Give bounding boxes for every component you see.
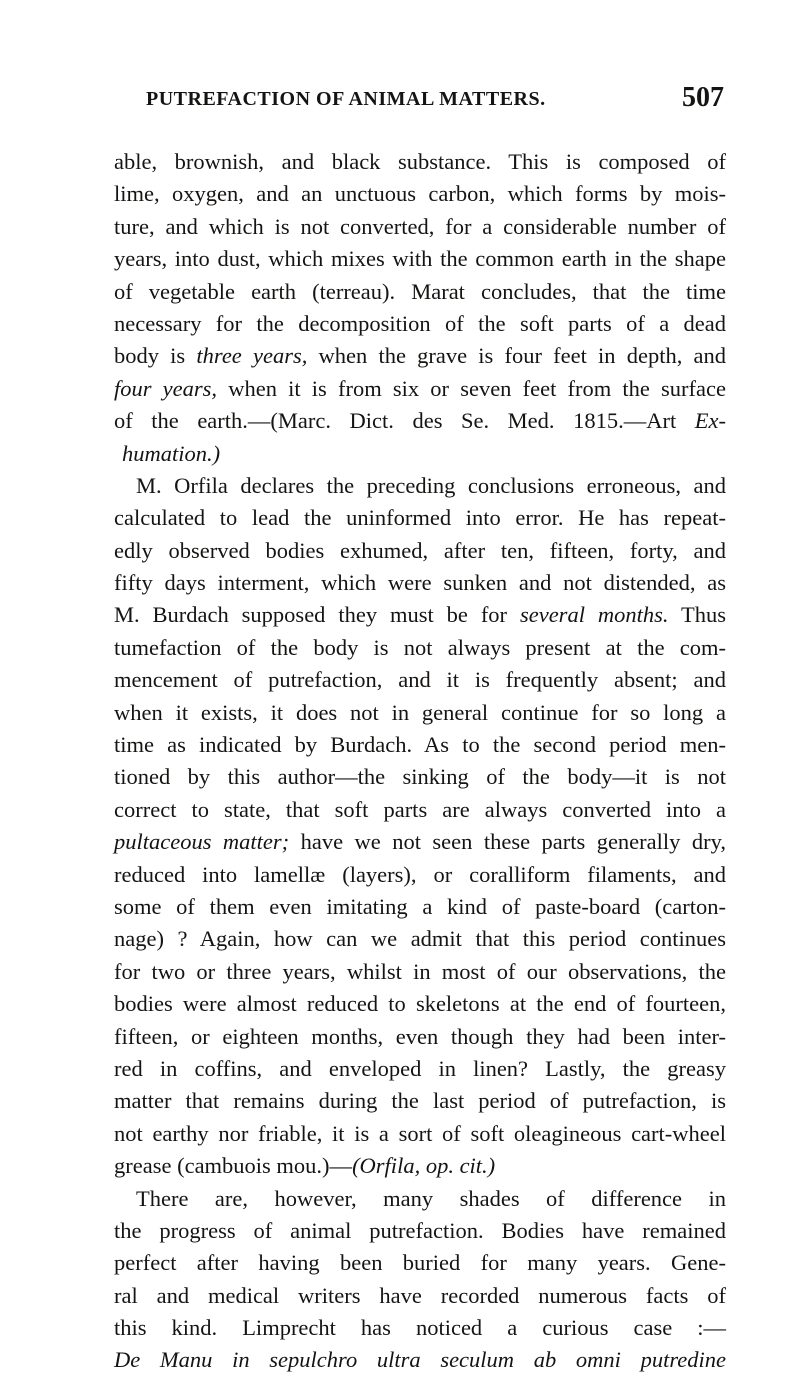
text-line (114, 599, 726, 631)
text-line (114, 373, 726, 405)
text-segment: not earthy nor friable, it is a sort of soft oleagineous cart-wheel (114, 1120, 726, 1146)
text-line (114, 956, 726, 988)
text-segment: fifty days interment, which were sunken and not distended, as (114, 570, 726, 596)
text-line (114, 276, 726, 308)
text-segment: reduced into lamellæ (layers), or coralliform filaments, and (114, 861, 726, 887)
text-line (114, 567, 726, 599)
text-line (114, 308, 726, 340)
text-segment: mencement of putrefaction, and it is frequently absent; and (114, 667, 726, 693)
text-line (114, 470, 726, 502)
page-number: 507 (682, 82, 724, 113)
text-line (114, 438, 726, 470)
text-line (114, 729, 726, 761)
text-segment: the progress of animal putrefaction. Bodies have remained (114, 1217, 726, 1243)
text-segment: edly observed bodies exhumed, after ten, fifteen, forty, and (114, 537, 726, 563)
text-segment: of the earth.—(Marc. Dict. des Se. Med. 1815.—Art (114, 408, 695, 434)
text-segment: when it exists, it does not in general continue for so long a (114, 699, 726, 725)
text-segment: some of them even imitating a kind of paste-board (carton- (114, 893, 726, 919)
text-line (114, 891, 726, 923)
text-segment: when the grave is four feet in depth, and (307, 343, 727, 369)
text-line (114, 826, 726, 858)
text-line (114, 211, 726, 243)
text-line (114, 1280, 726, 1312)
text-line (114, 178, 726, 210)
text-segment: time as indicated by Burdach. As to the second period men- (114, 732, 726, 758)
text-segment: tioned by this author—the sinking of the body—it is not (114, 764, 726, 790)
text-line (114, 1183, 726, 1215)
text-segment: fifteen, or eighteen months, even though they had been inter- (114, 1023, 726, 1049)
italic-text: humation.) (122, 440, 221, 466)
text-segment: matter that remains during the last period of putrefaction, is (114, 1088, 726, 1114)
text-segment: for two or three years, whilst in most of our observations, the (114, 958, 726, 984)
italic-text: (Orfila, op. cit.) (352, 1153, 496, 1179)
text-segment: tumefaction of the body is not always present at the com- (114, 634, 726, 660)
italic-text: several months. (519, 602, 669, 628)
text-line (114, 1118, 726, 1150)
text-segment: able, brownish, and black substance. This is composed of (114, 149, 726, 174)
text-line (114, 502, 726, 534)
text-line (114, 1247, 726, 1279)
running-head: PUTREFACTION OF ANIMAL MATTERS. (146, 88, 546, 110)
text-segment: when it is from six or seven feet from the surface (217, 375, 726, 401)
text-segment: years, into dust, which mixes with the common earth in the shape (114, 246, 726, 272)
text-segment: ture, and which is not converted, for a considerable number of (114, 213, 726, 239)
text-segment: There are, however, many shades of difference in (136, 1185, 726, 1211)
text-line (114, 1312, 726, 1344)
text-line (114, 146, 726, 178)
text-line (114, 988, 726, 1020)
italic-text: Ex- (694, 408, 726, 434)
italic-text: De Manu in sepulchro ultra seculum ab omni putredine (114, 1347, 726, 1373)
page-header (146, 82, 724, 118)
text-segment: of vegetable earth (terreau). Marat concludes, that the time (114, 278, 726, 304)
text-segment: ral and medical writers have recorded numerous facts of (114, 1282, 726, 1308)
text-line (114, 664, 726, 696)
text-segment: perfect after having been buried for many years. Gene- (114, 1250, 726, 1276)
text-segment: calculated to lead the uninformed into error. He has repeat- (114, 505, 726, 531)
text-segment: Thus (668, 602, 727, 628)
text-line (114, 1053, 726, 1085)
text-line (114, 1085, 726, 1117)
body-text (114, 146, 726, 1377)
text-segment: body is (114, 343, 197, 369)
text-line (114, 1150, 726, 1182)
text-line (114, 340, 726, 372)
text-line (114, 1344, 726, 1376)
text-line (114, 1021, 726, 1053)
text-line (114, 243, 726, 275)
text-line (114, 794, 726, 826)
italic-text: four years, (114, 375, 218, 401)
text-segment: M. Orfila declares the preceding conclusions erroneous, and (136, 472, 726, 498)
text-segment: lime, oxygen, and an unctuous carbon, which forms by mois- (114, 181, 726, 207)
text-segment: M. Burdach supposed they must be for (114, 602, 520, 628)
text-line (114, 697, 726, 729)
text-segment: bodies were almost reduced to skeletons at the end of fourteen, (114, 991, 726, 1017)
text-line (114, 632, 726, 664)
text-segment: red in coffins, and enveloped in linen? Lastly, the greasy (114, 1055, 726, 1081)
text-segment: correct to state, that soft parts are always converted into a (114, 796, 726, 822)
text-segment: nage) ? Again, how can we admit that this period continues (114, 926, 726, 952)
italic-text: three years, (196, 343, 308, 369)
text-line (114, 761, 726, 793)
text-segment: grease (cambuois mou.)— (114, 1153, 353, 1179)
text-segment: this kind. Limprecht has noticed a curious case :— (114, 1315, 726, 1341)
text-line (114, 535, 726, 567)
text-line (114, 923, 726, 955)
text-line (114, 405, 726, 437)
text-segment: necessary for the decomposition of the soft parts of a dead (114, 310, 726, 336)
text-line (114, 1215, 726, 1247)
italic-text: pultaceous matter; (114, 829, 290, 855)
text-segment: have we not seen these parts generally dry, (289, 829, 726, 855)
text-line (114, 859, 726, 891)
